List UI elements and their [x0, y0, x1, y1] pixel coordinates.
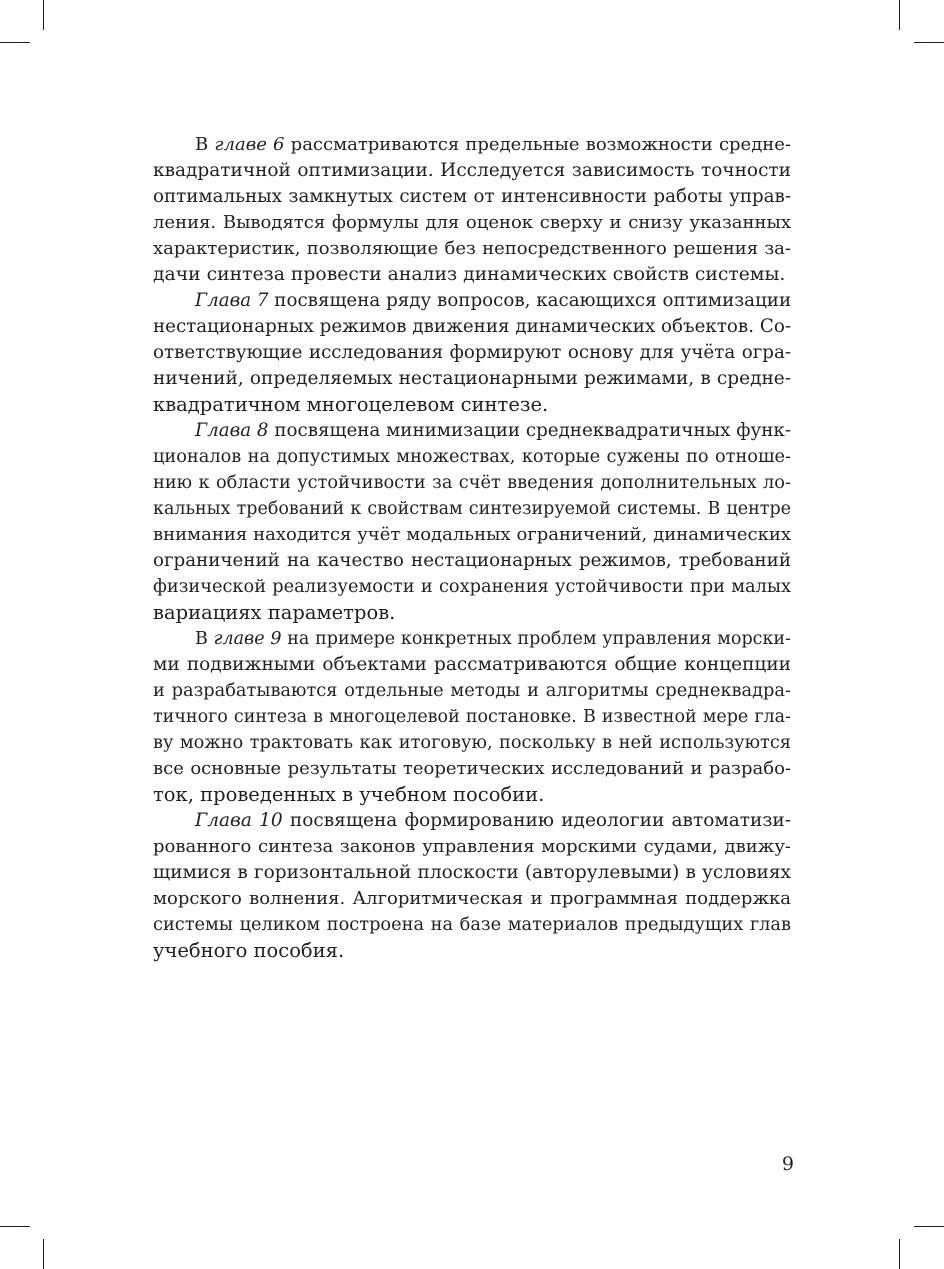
text-line: Глава 10 посвящена формированию идеологии автоматизи- [195, 810, 791, 831]
text-line: В главе 6 рассматриваются предельные возможности средне- [195, 134, 792, 155]
text-line: учебного пособия. [153, 939, 345, 962]
text-line: ления. Выводятся формулы для оценок сверху и снизу указанных [153, 212, 791, 233]
text-line: тичного синтеза в многоцелевой постановке. В известной мере гла- [153, 707, 791, 727]
text-line: ответствующие исследования формируют основу для учёта огра- [153, 342, 791, 363]
text-line: ничений, определяемых нестационарными режимами, в средне- [153, 368, 791, 389]
text-line: рованного синтеза законов управления морскими судами, движу- [153, 836, 791, 857]
text-line: системы целиком построена на базе материалов предыдущих глав [153, 915, 791, 935]
crop-mark [0, 42, 30, 43]
crop-mark [914, 1226, 944, 1227]
text-line: и разрабатываются отдельные методы и алгоритмы среднеквадра- [153, 681, 791, 701]
text-line: морского волнения. Алгоритмическая и программная поддержка [153, 888, 791, 909]
text-line: физической реализуемости и сохранения устойчивости при малых [153, 577, 791, 597]
text-line: нестационарных режимов движения динамических объектов. Со- [153, 316, 791, 337]
text-line: В главе 9 на примере конкретных проблем управления морски- [195, 629, 791, 649]
crop-mark [899, 0, 900, 30]
text-line: кальных требований к свойствам синтезируемой системы. В центре [153, 499, 791, 519]
text-line: квадратичной оптимизации. Исследуется зависимость точности [153, 160, 791, 181]
text-line: Глава 7 посвящена ряду вопросов, касающихся оптимизации [195, 290, 792, 311]
text-line: внимания находится учёт модальных ограничений, динамических [153, 524, 791, 545]
text-line: оптимальных замкнутых систем от интенсивности работы управ- [153, 186, 791, 207]
text-line: щимися в горизонтальной плоскости (авторулевыми) в условиях [153, 862, 791, 883]
crop-mark [0, 1226, 30, 1227]
text-line: Глава 8 посвящена минимизации среднеквадратичных функ- [195, 420, 792, 441]
crop-mark [43, 0, 44, 30]
body-text [153, 132, 791, 964]
text-line: вариациях параметров. [153, 601, 396, 624]
text-line: ми подвижными объектами рассматриваются общие концепции [153, 654, 791, 675]
text-line: дачи синтеза провести анализ динамических свойств системы. [153, 264, 786, 285]
text-line: ционалов на допустимых множествах, которые сужены по отноше- [153, 447, 791, 467]
crop-mark [914, 42, 944, 43]
text-line: нию к области устойчивости за счёт введения дополнительных ло- [153, 473, 791, 493]
text-line: квадратичном многоцелевом синтезе. [153, 393, 549, 416]
text-line: характеристик, позволяющие без непосредственного решения за- [153, 238, 791, 259]
text-line: ограничений на качество нестационарных режимов, требований [153, 550, 791, 571]
text-line: ву можно трактовать как итоговую, поскольку в ней используются [153, 733, 791, 753]
text-line: все основные результаты теоретических исследований и разрабо- [153, 758, 791, 779]
text-line: ток, проведенных в учебном пособии. [153, 783, 545, 806]
page-number: 9 [781, 1153, 794, 1175]
crop-mark [43, 1239, 44, 1269]
crop-mark [899, 1239, 900, 1269]
